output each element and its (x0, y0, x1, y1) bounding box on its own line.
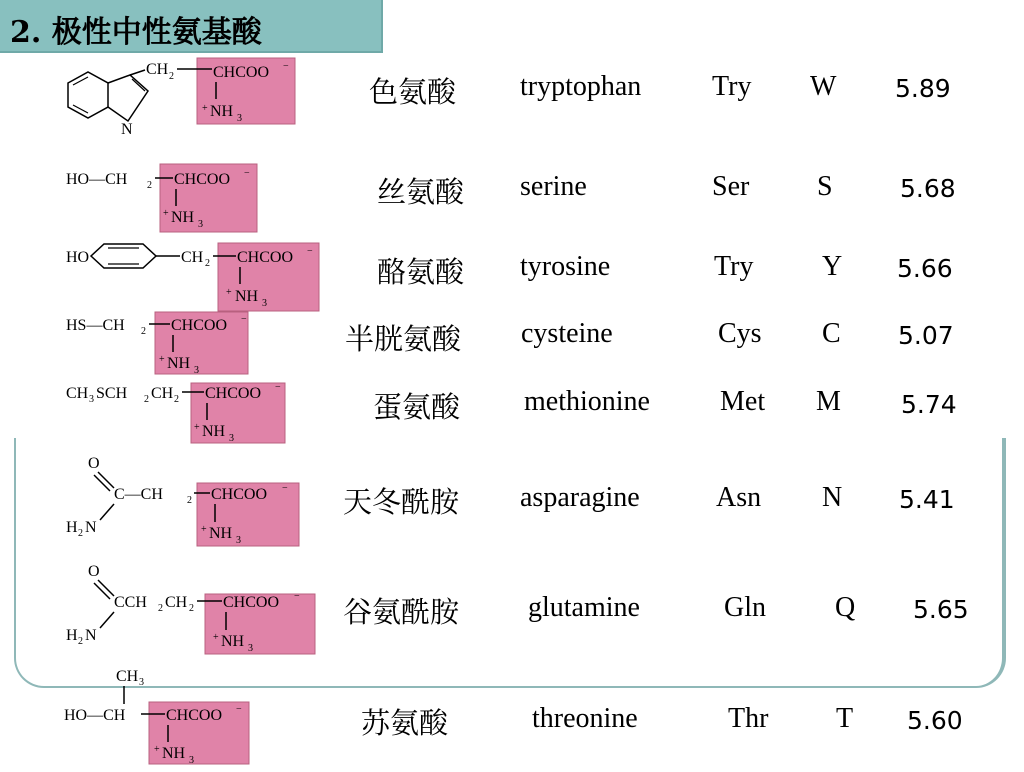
svg-text:+: + (213, 632, 219, 643)
side-chain-label: CH (146, 61, 169, 78)
one-letter-code: T (836, 703, 854, 734)
isoelectric-point: 5.60 (907, 706, 963, 735)
one-letter-code: S (817, 171, 833, 202)
structure-svg-methionine (0, 378, 330, 458)
carboxyl-label: CHCOO (166, 707, 223, 724)
chinese-name: 半胱氨酸 (345, 322, 462, 356)
amino-acid-row-asparagine (0, 450, 1024, 546)
svg-text:3: 3 (194, 365, 199, 376)
svg-text:2: 2 (158, 603, 163, 614)
amino-acid-row-tyrosine (0, 240, 1024, 320)
isoelectric-point: 5.74 (901, 390, 957, 419)
svg-text:3: 3 (262, 298, 267, 309)
carboxyl-label: CHCOO (223, 594, 280, 611)
structure-serine (0, 160, 330, 240)
title-number: 2. (10, 15, 42, 50)
svg-text:3: 3 (189, 755, 194, 766)
svg-text:2: 2 (169, 71, 174, 82)
side-chain-label-3: CH (151, 385, 174, 402)
amino-label: NH (162, 745, 186, 762)
structure-svg-serine (0, 160, 330, 240)
svg-text:2: 2 (189, 603, 194, 614)
amide-n-label: N (85, 519, 97, 536)
amino-label: NH (202, 423, 226, 440)
chinese-name: 蛋氨酸 (373, 390, 461, 424)
isoelectric-point: 5.89 (895, 74, 951, 103)
svg-text:−: − (307, 246, 313, 257)
svg-text:2: 2 (78, 528, 83, 539)
three-letter-code: Ser (712, 171, 750, 202)
english-name: threonine (532, 703, 638, 734)
amino-acid-row-methionine (0, 378, 1024, 458)
methyl-label: CH (116, 668, 139, 685)
english-name: tyrosine (520, 251, 611, 282)
amino-label: NH (235, 288, 259, 305)
english-name: asparagine (520, 482, 640, 513)
one-letter-code: N (822, 482, 843, 513)
carbonyl-o-label: O (88, 455, 100, 472)
structure-svg-threonine (0, 664, 330, 768)
svg-text:2: 2 (187, 495, 192, 506)
svg-text:3: 3 (237, 113, 242, 124)
one-letter-code: W (810, 71, 837, 102)
slide-title (10, 7, 262, 51)
svg-text:3: 3 (89, 394, 94, 405)
svg-text:2: 2 (78, 636, 83, 647)
side-chain-label: CH (66, 385, 89, 402)
slide-title-box (0, 0, 383, 53)
chinese-name: 天冬酰胺 (343, 485, 460, 519)
svg-text:−: − (275, 382, 281, 393)
amide-h-label: H (66, 627, 78, 644)
structure-glutamine (0, 560, 330, 654)
isoelectric-point: 5.41 (899, 485, 955, 514)
isoelectric-point: 5.07 (898, 321, 954, 350)
structure-tryptophan (0, 55, 330, 138)
side-chain-label-2: CH (165, 594, 188, 611)
structure-asparagine (0, 450, 330, 546)
three-letter-code: Try (714, 251, 754, 282)
carboxyl-label: CHCOO (205, 385, 262, 402)
svg-text:2: 2 (205, 258, 210, 269)
side-chain-label: HO—CH (66, 171, 128, 188)
carboxyl-label: CHCOO (171, 317, 228, 334)
chinese-name: 丝氨酸 (377, 175, 465, 209)
svg-text:−: − (294, 591, 300, 602)
amino-label: NH (209, 525, 233, 542)
svg-text:+: + (202, 103, 208, 114)
svg-text:2: 2 (141, 326, 146, 337)
one-letter-code: M (816, 386, 841, 417)
amide-h-label: H (66, 519, 78, 536)
structure-svg-tyrosine (0, 240, 330, 320)
amino-acid-row-glutamine (0, 560, 1024, 654)
structure-threonine (0, 664, 330, 766)
carboxyl-label: CHCOO (211, 486, 268, 503)
amino-acid-row-serine (0, 160, 1024, 240)
svg-text:+: + (194, 422, 200, 433)
structure-tyrosine (0, 240, 330, 320)
amide-n-label: N (85, 627, 97, 644)
isoelectric-point: 5.65 (913, 595, 969, 624)
svg-text:2: 2 (147, 180, 152, 191)
carboxyl-label: CHCOO (174, 171, 231, 188)
amino-label: NH (210, 103, 234, 120)
isoelectric-point: 5.66 (897, 254, 953, 283)
amino-acid-row-threonine (0, 664, 1024, 766)
side-chain-label-2: SCH (96, 385, 128, 402)
svg-text:3: 3 (236, 535, 241, 546)
svg-text:3: 3 (248, 643, 253, 654)
amino-acid-row-tryptophan (0, 55, 1024, 138)
svg-text:+: + (201, 524, 207, 535)
english-name: tryptophan (520, 71, 642, 102)
three-letter-code: Thr (728, 703, 769, 734)
title-text: 极性中性氨基酸 (51, 15, 262, 50)
amino-label: NH (221, 633, 245, 650)
side-chain-label: CCH (114, 594, 147, 611)
structure-svg-glutamine (0, 560, 330, 660)
svg-text:−: − (283, 61, 289, 72)
svg-text:+: + (159, 354, 165, 365)
english-name: glutamine (528, 592, 640, 623)
svg-text:+: + (154, 744, 160, 755)
amino-label: NH (167, 355, 191, 372)
chinese-name: 酪氨酸 (377, 255, 465, 289)
svg-text:−: − (236, 704, 242, 715)
pyrrole-ring (108, 75, 148, 121)
structure-svg-tryptophan (0, 55, 330, 138)
svg-text:3: 3 (139, 677, 144, 688)
svg-text:3: 3 (198, 219, 203, 230)
svg-text:−: − (282, 483, 288, 494)
side-chain-label: HS—CH (66, 317, 125, 334)
amino-label: NH (171, 209, 195, 226)
svg-text:−: − (244, 168, 250, 179)
three-letter-code: Cys (718, 318, 762, 349)
one-letter-code: Y (822, 251, 843, 282)
three-letter-code: Met (720, 386, 766, 417)
svg-text:+: + (226, 287, 232, 298)
structure-methionine (0, 378, 330, 458)
one-letter-code: C (822, 318, 841, 349)
three-letter-code: Try (712, 71, 752, 102)
one-letter-code: Q (835, 592, 856, 623)
carbonyl-o-label: O (88, 563, 100, 580)
three-letter-code: Asn (716, 482, 762, 513)
svg-text:−: − (241, 314, 247, 325)
svg-text:+: + (163, 208, 169, 219)
english-name: methionine (524, 386, 650, 417)
svg-text:2: 2 (174, 394, 179, 405)
english-name: cysteine (521, 318, 613, 349)
carboxyl-label: CHCOO (213, 64, 270, 81)
side-chain-label: HO (66, 249, 90, 266)
side-chain-label: HO—CH (64, 707, 126, 724)
isoelectric-point: 5.68 (900, 174, 956, 203)
svg-text:2: 2 (144, 394, 149, 405)
chinese-name: 苏氨酸 (361, 706, 449, 740)
benzene-ring (68, 72, 108, 118)
chinese-name: 谷氨酰胺 (343, 595, 460, 629)
three-letter-code: Gln (724, 592, 766, 623)
english-name: serine (520, 171, 587, 202)
structure-svg-asparagine (0, 450, 330, 550)
chinese-name: 色氨酸 (369, 75, 457, 109)
carboxyl-label: CHCOO (237, 249, 294, 266)
side-chain-label-2: CH (181, 249, 204, 266)
svg-text:3: 3 (229, 433, 234, 444)
ring-n-label: N (121, 121, 133, 138)
side-chain-label: C—CH (114, 486, 163, 503)
